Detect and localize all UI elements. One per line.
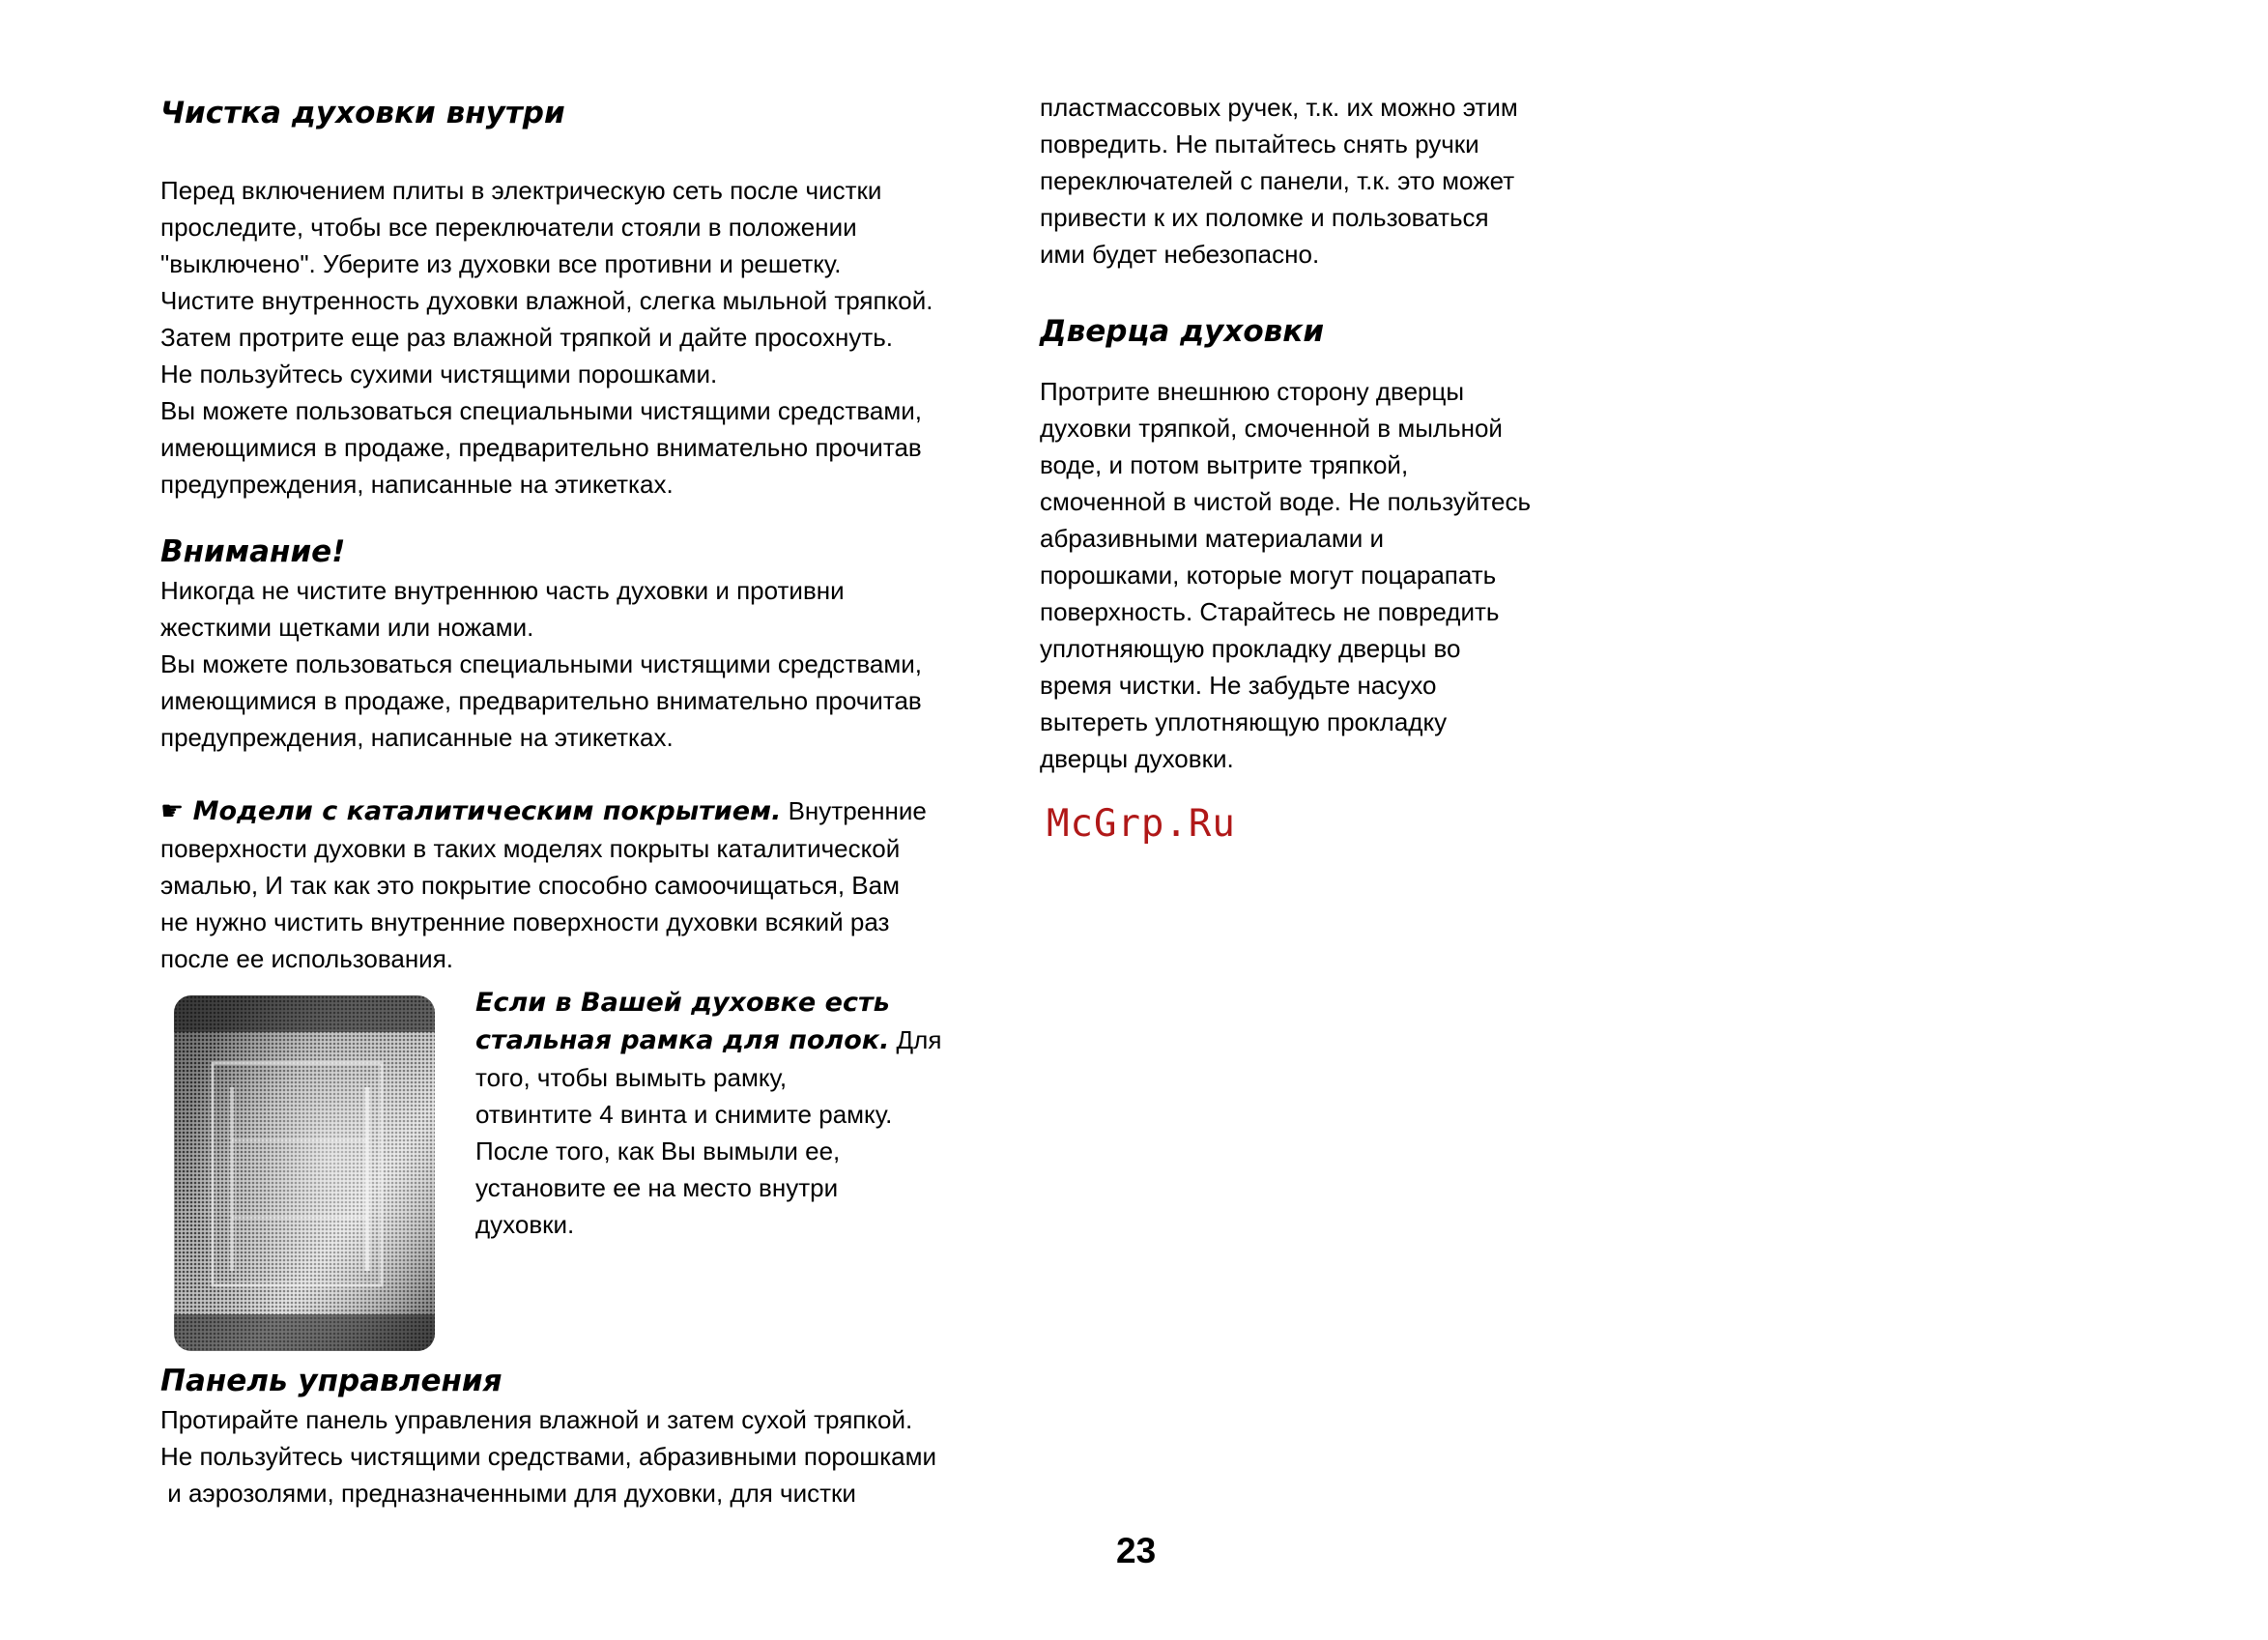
- text-line: переключателей с панели, т.к. это может: [1040, 166, 1515, 195]
- text-line: Никогда не чистите внутреннюю часть духовки и противни: [160, 576, 845, 605]
- text-line: пластмассовых ручек, т.к. их можно этим: [1040, 93, 1518, 122]
- control-panel-heading: Панель управления: [160, 1364, 502, 1398]
- text-line: установите ее на место внутри: [475, 1173, 839, 1202]
- text-line: дверцы духовки.: [1040, 744, 1234, 773]
- text-line: предупреждения, написанные на этикетках.: [160, 723, 674, 752]
- text-line: после ее использования.: [160, 944, 453, 973]
- text-line: [475, 984, 941, 1021]
- oven-frame-photo: [174, 995, 435, 1351]
- control-panel-text: [160, 1401, 936, 1511]
- text-line: имеющимися в продаже, предварительно внимательно прочитав: [160, 433, 922, 462]
- watermark: McGrp.Ru: [1047, 802, 1236, 846]
- text-line: Вы можете пользоваться специальными чистящими средствами,: [160, 396, 922, 425]
- text-line: отвинтите 4 винта и снимите рамку.: [475, 1100, 893, 1129]
- text-line: не нужно чистить внутренние поверхности духовки всякий раз: [160, 907, 890, 936]
- text-line: духовки тряпкой, смоченной в мыльной: [1040, 414, 1503, 443]
- text-line: воде, и потом вытрите тряпкой,: [1040, 450, 1409, 479]
- steel-frame-lead-1: Если в Вашей духовке есть: [475, 988, 890, 1018]
- text-line: повредить. Не пытайтесь снять ручки: [1040, 129, 1479, 158]
- text-line: После того, как Вы вымыли ее,: [475, 1136, 841, 1165]
- steel-frame-line2-rest: Для: [889, 1025, 942, 1054]
- text-line: Не пользуйтесь сухими чистящими порошками.: [160, 360, 718, 388]
- text-line: порошками, которые могут поцарапать: [1040, 561, 1497, 590]
- catalytic-first-line-rest: Внутренние: [781, 796, 927, 825]
- text-line: Протирайте панель управления влажной и затем сухой тряпкой.: [160, 1405, 913, 1434]
- text-line: Не пользуйтесь чистящими средствами, абразивными порошками: [160, 1442, 937, 1471]
- text-line: Вы можете пользоваться специальными чистящими средствами,: [160, 649, 922, 678]
- text-line: Затем протрите еще раз влажной тряпкой и дайте просохнуть.: [160, 323, 894, 352]
- text-line: поверхности духовки в таких моделях покрыты каталитической: [160, 834, 901, 863]
- text-line: ими будет небезопасно.: [1040, 240, 1320, 269]
- text-line: уплотняющую прокладку дверцы во: [1040, 634, 1461, 663]
- text-line: имеющимися в продаже, предварительно внимательно прочитав: [160, 686, 922, 715]
- catalytic-models-lead: ☛ Модели с каталитическим покрытием.: [160, 796, 782, 826]
- steel-frame-lead-2: стальная рамка для полок.: [475, 1025, 890, 1055]
- clean-inside-text: [160, 172, 933, 503]
- oven-door-text: [1040, 373, 1531, 777]
- page-number: 23: [1116, 1531, 1157, 1570]
- text-line: "выключено". Уберите из духовки все противни и решетку.: [160, 249, 842, 278]
- text-line: привести к их поломке и пользоваться: [1040, 203, 1489, 232]
- text-line: жесткими щетками или ножами.: [160, 613, 534, 642]
- oven-door-heading: Дверца духовки: [1040, 314, 1325, 349]
- text-line: предупреждения, написанные на этикетках.: [160, 470, 674, 499]
- text-line: поверхность. Старайтесь не повредить: [1040, 597, 1500, 626]
- warning-text: [160, 572, 922, 756]
- text-line: и аэрозолями, предназначенными для духовки, для чистки: [160, 1479, 856, 1508]
- handles-continuation-text: [1040, 89, 1518, 273]
- text-line: вытереть уплотняющую прокладку: [1040, 707, 1448, 736]
- text-line: Протрите внешнюю сторону дверцы: [1040, 377, 1465, 406]
- text-line: проследите, чтобы все переключатели стояли в положении: [160, 213, 857, 242]
- text-line: эмалью, И так как это покрытие способно самоочищаться, Вам: [160, 871, 900, 900]
- text-line: [475, 1021, 941, 1059]
- text-line: того, чтобы вымыть рамку,: [475, 1063, 788, 1092]
- warning-heading: Внимание!: [160, 534, 346, 569]
- text-line: [160, 792, 927, 830]
- text-line: Перед включением плиты в электрическую сеть после чистки: [160, 176, 882, 205]
- clean-inside-heading: Чистка духовки внутри: [160, 96, 565, 130]
- text-line: Чистите внутренность духовки влажной, слегка мыльной тряпкой.: [160, 286, 933, 315]
- text-line: духовки.: [475, 1210, 575, 1239]
- text-line: время чистки. Не забудьте насухо: [1040, 671, 1437, 700]
- text-line: абразивными материалами и: [1040, 524, 1384, 553]
- steel-frame-text: [475, 984, 941, 1243]
- text-line: смоченной в чистой воде. Не пользуйтесь: [1040, 487, 1532, 516]
- catalytic-models-text: [160, 792, 927, 977]
